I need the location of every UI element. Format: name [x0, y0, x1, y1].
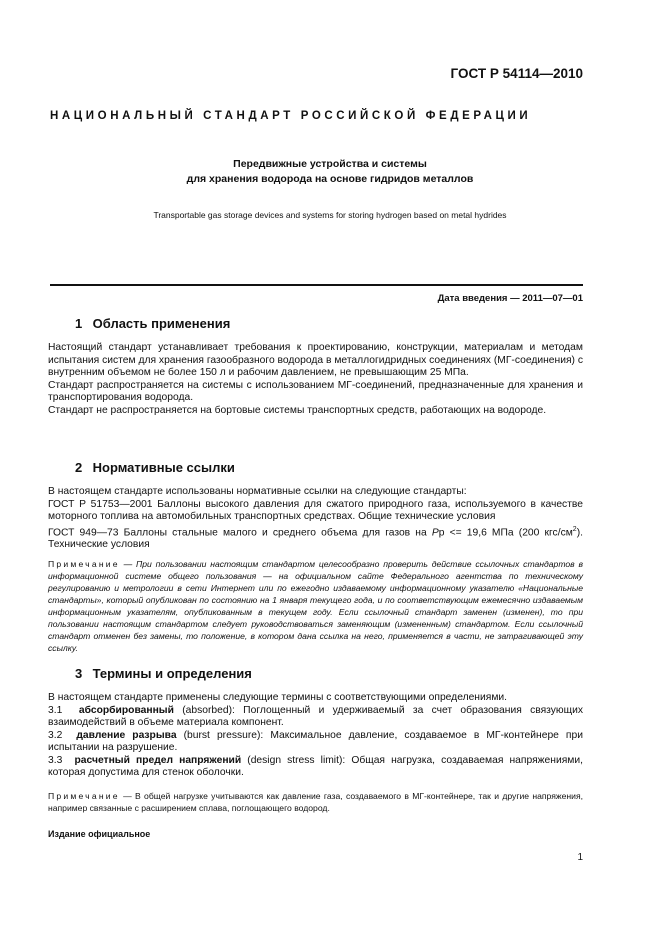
paragraph: В настоящем стандарте применены следующие термины с соответствующими определениями. — [48, 692, 508, 703]
term-definition: (absorbed): Поглощенный и удерживаемый за счет образования связующих взаимодействий в объеме материала компонент. — [48, 704, 583, 728]
reference-gost-r-51753: ГОСТ Р 51753—2001 Баллоны высокого давления для сжатого природного газа, используемого в качестве моторного топлива на автомобильных транспортных средствах. Общие технические условия — [48, 498, 583, 522]
note-label: Примечание — [48, 559, 120, 569]
reference-gost-949 — [48, 524, 583, 552]
section-1-body — [48, 342, 583, 417]
note-text: — При пользовании настоящим стандартом целесообразно проверить действие ссылочных стандартов в информационной системе общего пользования — на официальном сайте Федерального агентства по техническому регулированию и метрологии в сети Интернет или по ежегодно издаваемому информационному указателю «Национальные стандарты», который опубликован по состоянию на 1 января текущего года, и по соответствующим ежемесячно издаваемым информационным указателям, опубликованным в текущем году. Если ссылочный стандарт заменен (изменен), то при пользовании настоящим стандартом следует руководствоваться заменяющим (измененным) стандартом. Если ссылочный стандарт отменен без замены, то положение, в котором дана ссылка на него, применяется в части, не затрагивающей эту ссылку. — [48, 559, 583, 653]
term-burst-pressure — [48, 730, 583, 755]
title-line-2: для хранения водорода на основе гидридов металлов — [186, 173, 474, 185]
note-text: — В общей нагрузке учитываются как давление газа, создаваемого в МГ-контейнере, так и другие напряжения, например связанные с расширением сплава, поглощающего водород. — [48, 791, 583, 813]
introduction-date: Дата введения — 2011—07—01 — [437, 293, 583, 304]
term-absorbed — [48, 705, 583, 730]
section-3-body — [48, 692, 583, 780]
section-1-heading — [75, 316, 230, 331]
section-2-note — [48, 558, 583, 654]
section-2-body — [48, 486, 583, 552]
term-number: 3.3 — [48, 754, 63, 766]
section-title: Термины и определения — [92, 666, 252, 681]
page-number: 1 — [577, 852, 583, 863]
section-number: 2 — [75, 460, 83, 475]
section-number: 3 — [75, 666, 83, 681]
title-line-1: Передвижные устройства и системы — [233, 158, 427, 170]
section-3-heading — [75, 666, 252, 681]
paragraph: Стандарт распространяется на системы с использованием МГ-соединений, предназначенные для хранения и транспортирования водорода. — [48, 379, 583, 403]
reference-text: ГОСТ 949—73 Баллоны стальные малого и среднего объема для газов на — [48, 526, 432, 538]
section-2-heading — [75, 460, 235, 475]
document-title-ru — [70, 157, 590, 187]
term-number: 3.2 — [48, 729, 63, 741]
pressure-subscript: р — [438, 526, 445, 538]
pressure-symbol: P — [431, 526, 439, 538]
title-divider — [50, 284, 583, 286]
section-title: Область применения — [92, 316, 231, 331]
term-name: давление разрыва — [76, 729, 177, 741]
term-definition: (burst pressure): Максимальное давление, создаваемое в МГ-контейнере при испытании на разрушение. — [48, 729, 583, 753]
reference-text: <= 19,6 МПа (200 кгс/см — [444, 526, 573, 538]
standard-id: ГОСТ Р 54114—2010 — [450, 66, 583, 81]
term-name: расчетный предел напряжений — [74, 754, 242, 766]
term-number: 3.1 — [48, 704, 63, 716]
term-design-stress-limit — [48, 755, 583, 780]
note-label: Примечание — [48, 791, 120, 801]
section-number: 1 — [75, 316, 83, 331]
national-standard-banner: НАЦИОНАЛЬНЫЙ СТАНДАРТ РОССИЙСКОЙ ФЕДЕРАЦИИ — [50, 110, 532, 122]
unit-superscript: 2 — [572, 525, 577, 533]
term-name: абсорбированный — [78, 704, 174, 716]
term-definition: (design stress limit): Общая нагрузка, создаваемая напряжениями, которая допустима для стенок оболочки. — [48, 754, 583, 778]
section-3-note — [48, 790, 583, 814]
reference-text: ). Технические условия — [48, 526, 583, 551]
document-title-en: Transportable gas storage devices and systems for storing hydrogen based on metal hydrides — [153, 210, 507, 220]
official-edition-label: Издание официальное — [48, 829, 151, 839]
paragraph: В настоящем стандарте использованы нормативные ссылки на следующие стандарты: — [48, 486, 467, 497]
section-title: Нормативные ссылки — [92, 460, 235, 475]
paragraph: Стандарт не распространяется на бортовые системы транспортных средств, работающих на водороде. — [48, 404, 547, 416]
paragraph: Настоящий стандарт устанавливает требования к проектированию, конструкции, материалам и методам испытания систем для хранения газообразного водорода в металлогидридных соединениях (МГ-соединения) с внутренним объемом не более 150 л и рабочим давлением, не превышающим 25 МПа. — [48, 342, 583, 378]
